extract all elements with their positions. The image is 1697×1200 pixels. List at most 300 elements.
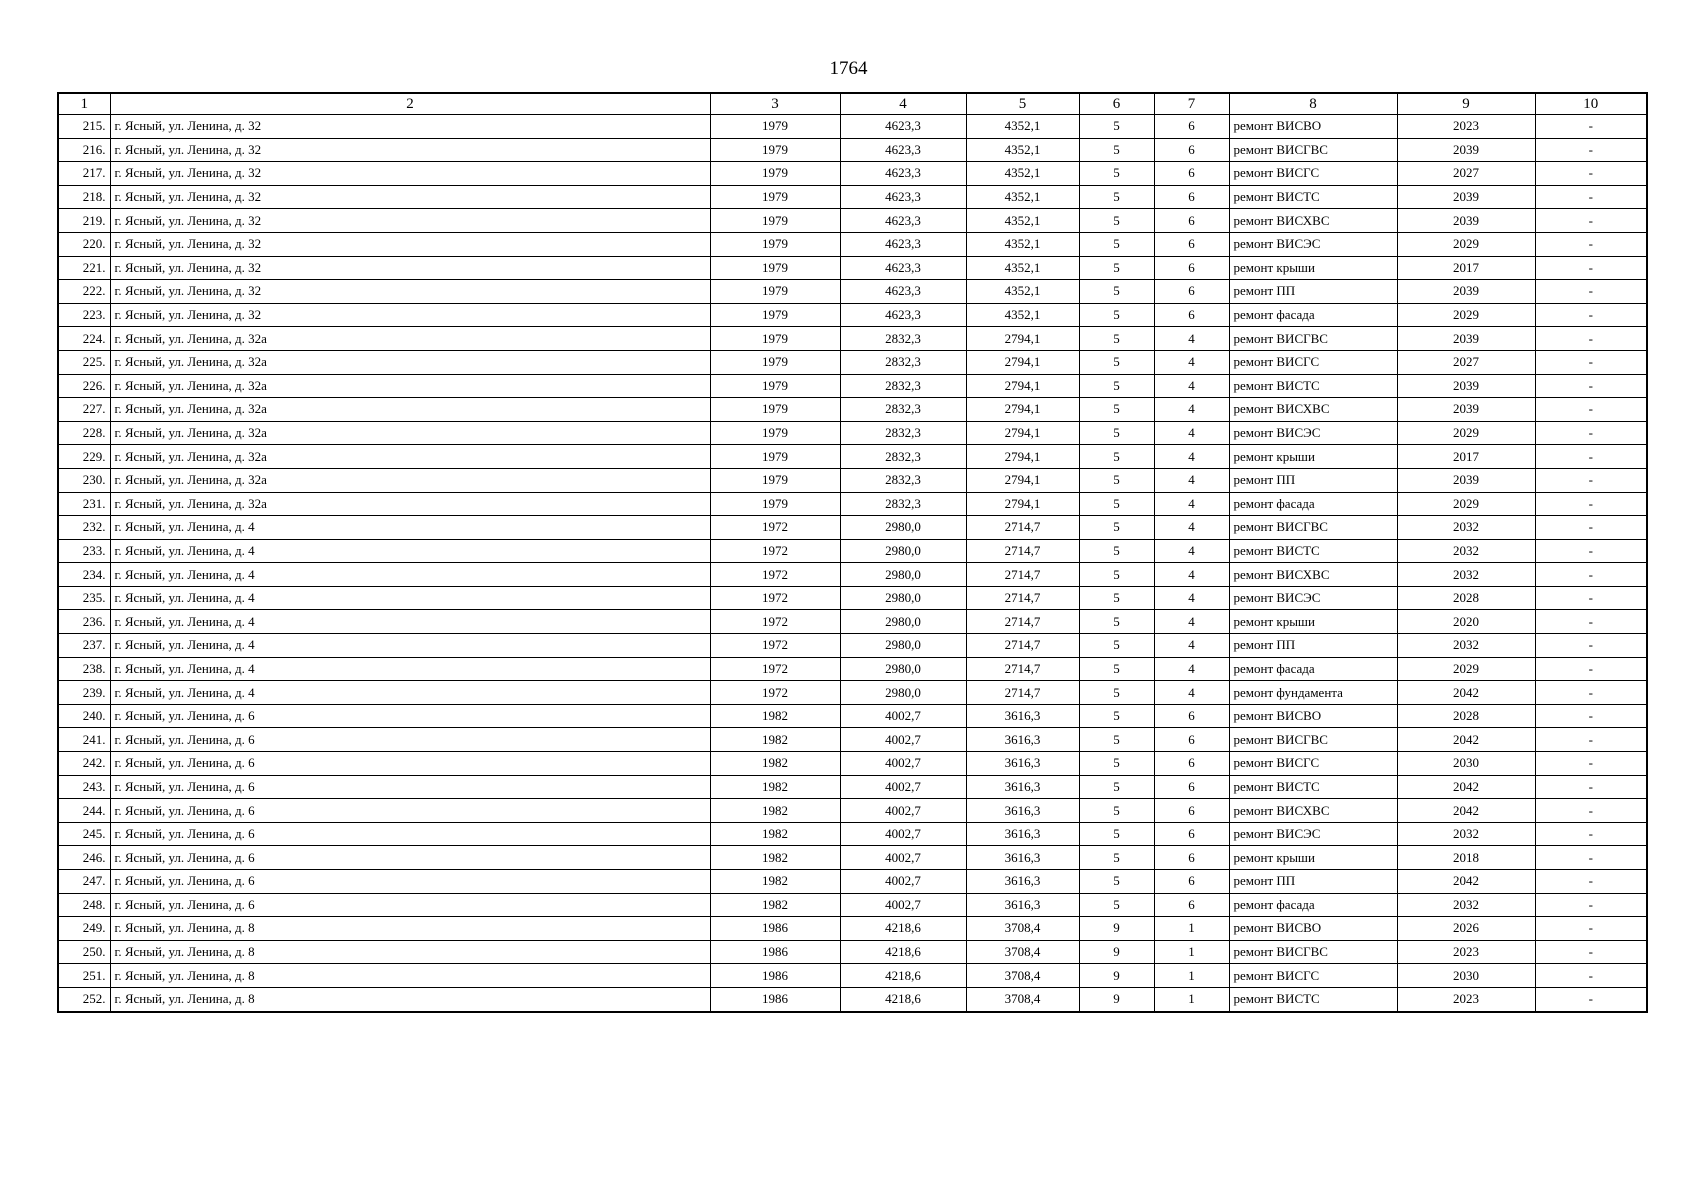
table-row [58,728,1647,752]
address-cell: г. Ясный, ул. Ленина, д. 4 [110,634,710,658]
living-area-cell: 3616,3 [966,822,1079,846]
work-type-cell: ремонт ВИСГС [1229,964,1397,988]
build-year-cell: 1979 [710,445,840,469]
table-row [58,327,1647,351]
address-cell: г. Ясный, ул. Ленина, д. 6 [110,775,710,799]
planned-year-cell: 2029 [1397,421,1535,445]
entrances-cell: 6 [1154,162,1229,186]
work-type-cell: ремонт ВИСТС [1229,987,1397,1011]
floors-cell: 5 [1079,115,1154,139]
planned-year-cell: 2032 [1397,893,1535,917]
table-row [58,893,1647,917]
total-area-cell: 2832,3 [840,421,966,445]
build-year-cell: 1979 [710,350,840,374]
living-area-cell: 4352,1 [966,138,1079,162]
build-year-cell: 1979 [710,421,840,445]
note-cell: - [1535,138,1647,162]
work-type-cell: ремонт крыши [1229,445,1397,469]
note-cell: - [1535,893,1647,917]
address-cell: г. Ясный, ул. Ленина, д. 32а [110,445,710,469]
planned-year-cell: 2042 [1397,728,1535,752]
entrances-cell: 6 [1154,775,1229,799]
living-area-cell: 2714,7 [966,586,1079,610]
floors-cell: 5 [1079,822,1154,846]
planned-year-cell: 2042 [1397,870,1535,894]
row-number-cell: 250. [58,940,110,964]
row-number-cell: 221. [58,256,110,280]
floors-cell: 9 [1079,940,1154,964]
build-year-cell: 1986 [710,964,840,988]
table-row [58,634,1647,658]
address-cell: г. Ясный, ул. Ленина, д. 4 [110,681,710,705]
build-year-cell: 1986 [710,917,840,941]
address-cell: г. Ясный, ул. Ленина, д. 32 [110,303,710,327]
total-area-cell: 2832,3 [840,492,966,516]
floors-cell: 5 [1079,303,1154,327]
work-type-cell: ремонт ВИСХВС [1229,563,1397,587]
table-row [58,350,1647,374]
entrances-cell: 6 [1154,280,1229,304]
build-year-cell: 1982 [710,775,840,799]
work-type-cell: ремонт крыши [1229,256,1397,280]
floors-cell: 5 [1079,846,1154,870]
work-type-cell: ремонт ПП [1229,870,1397,894]
note-cell: - [1535,280,1647,304]
row-number-cell: 234. [58,563,110,587]
address-cell: г. Ясный, ул. Ленина, д. 32 [110,185,710,209]
table-row [58,232,1647,256]
table-row [58,303,1647,327]
address-cell: г. Ясный, ул. Ленина, д. 6 [110,704,710,728]
entrances-cell: 6 [1154,870,1229,894]
work-type-cell: ремонт крыши [1229,846,1397,870]
floors-cell: 5 [1079,232,1154,256]
total-area-cell: 2832,3 [840,327,966,351]
total-area-cell: 4623,3 [840,209,966,233]
address-cell: г. Ясный, ул. Ленина, д. 32 [110,162,710,186]
living-area-cell: 2794,1 [966,398,1079,422]
column-header: 2 [110,93,710,115]
table-row [58,185,1647,209]
build-year-cell: 1972 [710,657,840,681]
row-number-cell: 252. [58,987,110,1011]
note-cell: - [1535,327,1647,351]
work-type-cell: ремонт ВИСВО [1229,917,1397,941]
table-row [58,539,1647,563]
entrances-cell: 4 [1154,492,1229,516]
column-header: 9 [1397,93,1535,115]
planned-year-cell: 2017 [1397,445,1535,469]
table-row [58,209,1647,233]
row-number-cell: 229. [58,445,110,469]
entrances-cell: 4 [1154,563,1229,587]
row-number-cell: 238. [58,657,110,681]
planned-year-cell: 2017 [1397,256,1535,280]
planned-year-cell: 2032 [1397,634,1535,658]
row-number-cell: 220. [58,232,110,256]
address-cell: г. Ясный, ул. Ленина, д. 6 [110,870,710,894]
address-cell: г. Ясный, ул. Ленина, д. 32 [110,256,710,280]
address-cell: г. Ясный, ул. Ленина, д. 32 [110,115,710,139]
row-number-cell: 232. [58,516,110,540]
build-year-cell: 1979 [710,492,840,516]
entrances-cell: 6 [1154,704,1229,728]
entrances-cell: 6 [1154,728,1229,752]
note-cell: - [1535,681,1647,705]
note-cell: - [1535,704,1647,728]
total-area-cell: 2980,0 [840,563,966,587]
build-year-cell: 1979 [710,115,840,139]
address-cell: г. Ясный, ул. Ленина, д. 4 [110,563,710,587]
row-number-cell: 239. [58,681,110,705]
note-cell: - [1535,634,1647,658]
planned-year-cell: 2018 [1397,846,1535,870]
total-area-cell: 4002,7 [840,893,966,917]
work-type-cell: ремонт ВИСГС [1229,162,1397,186]
entrances-cell: 1 [1154,917,1229,941]
address-cell: г. Ясный, ул. Ленина, д. 8 [110,917,710,941]
total-area-cell: 4218,6 [840,987,966,1011]
note-cell: - [1535,185,1647,209]
note-cell: - [1535,232,1647,256]
work-type-cell: ремонт ВИСГВС [1229,327,1397,351]
row-number-cell: 240. [58,704,110,728]
total-area-cell: 2832,3 [840,374,966,398]
total-area-cell: 4002,7 [840,846,966,870]
planned-year-cell: 2039 [1397,398,1535,422]
total-area-cell: 4002,7 [840,775,966,799]
build-year-cell: 1979 [710,327,840,351]
table-row [58,162,1647,186]
entrances-cell: 4 [1154,681,1229,705]
row-number-cell: 251. [58,964,110,988]
column-header: 8 [1229,93,1397,115]
total-area-cell: 4002,7 [840,704,966,728]
build-year-cell: 1979 [710,185,840,209]
row-number-cell: 217. [58,162,110,186]
floors-cell: 5 [1079,327,1154,351]
table-row [58,563,1647,587]
note-cell: - [1535,398,1647,422]
work-type-cell: ремонт фундамента [1229,681,1397,705]
planned-year-cell: 2039 [1397,138,1535,162]
table-row [58,657,1647,681]
entrances-cell: 4 [1154,374,1229,398]
planned-year-cell: 2032 [1397,563,1535,587]
planned-year-cell: 2029 [1397,232,1535,256]
total-area-cell: 4002,7 [840,752,966,776]
table-row [58,752,1647,776]
planned-year-cell: 2026 [1397,917,1535,941]
work-type-cell: ремонт ВИСГВС [1229,138,1397,162]
planned-year-cell: 2028 [1397,586,1535,610]
living-area-cell: 3708,4 [966,987,1079,1011]
planned-year-cell: 2030 [1397,964,1535,988]
work-type-cell: ремонт крыши [1229,610,1397,634]
floors-cell: 5 [1079,516,1154,540]
work-type-cell: ремонт ВИСТС [1229,185,1397,209]
work-type-cell: ремонт ВИСЭС [1229,232,1397,256]
table-row [58,704,1647,728]
work-type-cell: ремонт ВИСТС [1229,374,1397,398]
address-cell: г. Ясный, ул. Ленина, д. 6 [110,893,710,917]
entrances-cell: 1 [1154,987,1229,1011]
note-cell: - [1535,586,1647,610]
build-year-cell: 1979 [710,303,840,327]
row-number-cell: 216. [58,138,110,162]
total-area-cell: 4623,3 [840,115,966,139]
build-year-cell: 1982 [710,870,840,894]
work-type-cell: ремонт ВИСЭС [1229,586,1397,610]
table-row [58,492,1647,516]
row-number-cell: 244. [58,799,110,823]
table-row [58,586,1647,610]
total-area-cell: 4623,3 [840,185,966,209]
total-area-cell: 4218,6 [840,917,966,941]
table-body [58,115,1647,1012]
total-area-cell: 4002,7 [840,870,966,894]
planned-year-cell: 2042 [1397,681,1535,705]
build-year-cell: 1982 [710,704,840,728]
address-cell: г. Ясный, ул. Ленина, д. 32а [110,374,710,398]
entrances-cell: 6 [1154,138,1229,162]
row-number-cell: 241. [58,728,110,752]
build-year-cell: 1982 [710,728,840,752]
entrances-cell: 4 [1154,657,1229,681]
build-year-cell: 1979 [710,468,840,492]
work-type-cell: ремонт ВИСХВС [1229,209,1397,233]
table-row [58,445,1647,469]
address-cell: г. Ясный, ул. Ленина, д. 8 [110,940,710,964]
planned-year-cell: 2023 [1397,940,1535,964]
note-cell: - [1535,752,1647,776]
floors-cell: 5 [1079,563,1154,587]
build-year-cell: 1986 [710,987,840,1011]
register-table [57,92,1648,1013]
table-row [58,822,1647,846]
entrances-cell: 6 [1154,893,1229,917]
build-year-cell: 1979 [710,209,840,233]
entrances-cell: 6 [1154,232,1229,256]
note-cell: - [1535,115,1647,139]
entrances-cell: 4 [1154,327,1229,351]
floors-cell: 5 [1079,610,1154,634]
row-number-cell: 242. [58,752,110,776]
column-header: 1 [58,93,110,115]
floors-cell: 5 [1079,256,1154,280]
row-number-cell: 225. [58,350,110,374]
entrances-cell: 6 [1154,115,1229,139]
total-area-cell: 2980,0 [840,610,966,634]
floors-cell: 9 [1079,964,1154,988]
address-cell: г. Ясный, ул. Ленина, д. 4 [110,539,710,563]
table-row [58,987,1647,1011]
header-row [58,93,1647,115]
row-number-cell: 224. [58,327,110,351]
work-type-cell: ремонт фасада [1229,303,1397,327]
note-cell: - [1535,610,1647,634]
planned-year-cell: 2029 [1397,303,1535,327]
work-type-cell: ремонт ВИСВО [1229,704,1397,728]
table-row [58,964,1647,988]
column-header: 4 [840,93,966,115]
build-year-cell: 1972 [710,516,840,540]
living-area-cell: 4352,1 [966,162,1079,186]
total-area-cell: 4002,7 [840,728,966,752]
note-cell: - [1535,917,1647,941]
floors-cell: 9 [1079,917,1154,941]
planned-year-cell: 2032 [1397,822,1535,846]
living-area-cell: 3616,3 [966,728,1079,752]
note-cell: - [1535,492,1647,516]
living-area-cell: 2714,7 [966,681,1079,705]
address-cell: г. Ясный, ул. Ленина, д. 32 [110,209,710,233]
total-area-cell: 4623,3 [840,280,966,304]
column-header: 6 [1079,93,1154,115]
floors-cell: 5 [1079,893,1154,917]
living-area-cell: 4352,1 [966,280,1079,304]
living-area-cell: 3616,3 [966,870,1079,894]
row-number-cell: 233. [58,539,110,563]
address-cell: г. Ясный, ул. Ленина, д. 4 [110,586,710,610]
work-type-cell: ремонт ПП [1229,468,1397,492]
address-cell: г. Ясный, ул. Ленина, д. 32 [110,280,710,304]
floors-cell: 5 [1079,775,1154,799]
work-type-cell: ремонт ВИСЭС [1229,421,1397,445]
note-cell: - [1535,303,1647,327]
entrances-cell: 4 [1154,445,1229,469]
work-type-cell: ремонт ВИСГС [1229,350,1397,374]
floors-cell: 5 [1079,752,1154,776]
entrances-cell: 6 [1154,256,1229,280]
row-number-cell: 246. [58,846,110,870]
note-cell: - [1535,539,1647,563]
table-row [58,870,1647,894]
total-area-cell: 4218,6 [840,964,966,988]
table-row [58,280,1647,304]
planned-year-cell: 2039 [1397,468,1535,492]
build-year-cell: 1979 [710,398,840,422]
living-area-cell: 3616,3 [966,775,1079,799]
row-number-cell: 243. [58,775,110,799]
floors-cell: 5 [1079,657,1154,681]
planned-year-cell: 2029 [1397,657,1535,681]
row-number-cell: 249. [58,917,110,941]
address-cell: г. Ясный, ул. Ленина, д. 4 [110,610,710,634]
work-type-cell: ремонт ВИСГВС [1229,940,1397,964]
living-area-cell: 2794,1 [966,350,1079,374]
address-cell: г. Ясный, ул. Ленина, д. 6 [110,728,710,752]
entrances-cell: 6 [1154,752,1229,776]
living-area-cell: 3616,3 [966,704,1079,728]
table-row [58,775,1647,799]
living-area-cell: 2714,7 [966,516,1079,540]
row-number-cell: 218. [58,185,110,209]
living-area-cell: 3708,4 [966,940,1079,964]
floors-cell: 5 [1079,350,1154,374]
note-cell: - [1535,799,1647,823]
total-area-cell: 4623,3 [840,162,966,186]
work-type-cell: ремонт ВИСГВС [1229,728,1397,752]
note-cell: - [1535,445,1647,469]
planned-year-cell: 2023 [1397,115,1535,139]
planned-year-cell: 2039 [1397,280,1535,304]
note-cell: - [1535,940,1647,964]
entrances-cell: 6 [1154,303,1229,327]
address-cell: г. Ясный, ул. Ленина, д. 32а [110,327,710,351]
work-type-cell: ремонт ВИСТС [1229,775,1397,799]
living-area-cell: 4352,1 [966,115,1079,139]
table-row [58,610,1647,634]
total-area-cell: 4218,6 [840,940,966,964]
build-year-cell: 1972 [710,539,840,563]
note-cell: - [1535,350,1647,374]
floors-cell: 5 [1079,138,1154,162]
floors-cell: 5 [1079,634,1154,658]
total-area-cell: 4623,3 [840,138,966,162]
planned-year-cell: 2039 [1397,327,1535,351]
build-year-cell: 1972 [710,634,840,658]
table-row [58,374,1647,398]
build-year-cell: 1979 [710,232,840,256]
row-number-cell: 230. [58,468,110,492]
row-number-cell: 215. [58,115,110,139]
address-cell: г. Ясный, ул. Ленина, д. 32а [110,492,710,516]
table-row [58,799,1647,823]
table-row [58,516,1647,540]
living-area-cell: 3616,3 [966,846,1079,870]
address-cell: г. Ясный, ул. Ленина, д. 8 [110,987,710,1011]
total-area-cell: 4002,7 [840,799,966,823]
note-cell: - [1535,728,1647,752]
planned-year-cell: 2032 [1397,539,1535,563]
build-year-cell: 1979 [710,162,840,186]
address-cell: г. Ясный, ул. Ленина, д. 6 [110,752,710,776]
entrances-cell: 6 [1154,799,1229,823]
address-cell: г. Ясный, ул. Ленина, д. 32а [110,468,710,492]
note-cell: - [1535,563,1647,587]
row-number-cell: 235. [58,586,110,610]
floors-cell: 5 [1079,870,1154,894]
living-area-cell: 2714,7 [966,539,1079,563]
note-cell: - [1535,374,1647,398]
address-cell: г. Ясный, ул. Ленина, д. 32а [110,398,710,422]
note-cell: - [1535,209,1647,233]
table-row [58,138,1647,162]
row-number-cell: 236. [58,610,110,634]
note-cell: - [1535,775,1647,799]
row-number-cell: 248. [58,893,110,917]
planned-year-cell: 2020 [1397,610,1535,634]
living-area-cell: 2794,1 [966,445,1079,469]
work-type-cell: ремонт фасада [1229,893,1397,917]
living-area-cell: 4352,1 [966,303,1079,327]
total-area-cell: 4002,7 [840,822,966,846]
entrances-cell: 6 [1154,185,1229,209]
planned-year-cell: 2029 [1397,492,1535,516]
row-number-cell: 223. [58,303,110,327]
floors-cell: 5 [1079,445,1154,469]
column-header: 7 [1154,93,1229,115]
living-area-cell: 4352,1 [966,185,1079,209]
work-type-cell: ремонт ВИСТС [1229,539,1397,563]
work-type-cell: ремонт ВИСХВС [1229,398,1397,422]
note-cell: - [1535,964,1647,988]
work-type-cell: ремонт ПП [1229,634,1397,658]
total-area-cell: 4623,3 [840,232,966,256]
living-area-cell: 2794,1 [966,421,1079,445]
row-number-cell: 227. [58,398,110,422]
